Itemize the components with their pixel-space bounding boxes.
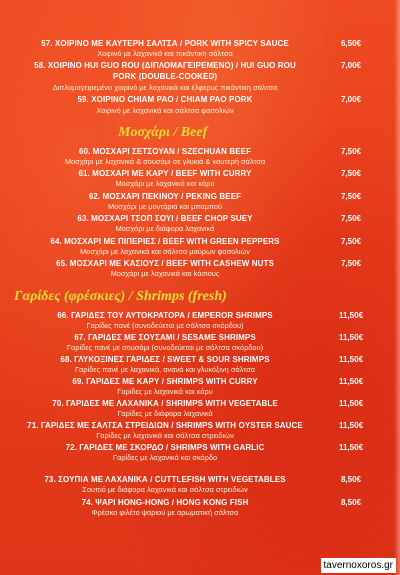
menu-item-name: 60. ΜΟΣΧΑΡΙ ΣΕΤΣΟΥΑΝ / SZECHUAN BEEF	[78, 147, 252, 156]
menu-item-name: 59. ΧΟΙΡΙΝΟ CHIAM PAO / CHIAM PAO PORK	[77, 95, 253, 104]
menu-item-description: Χοιρινό με λαχανικά και πικάντικη σάλτσα	[97, 49, 233, 58]
menu-item-price: 11,50€	[338, 355, 364, 364]
menu-item-price: 7,50€	[340, 259, 362, 268]
menu-item-price: 7,00€	[340, 61, 362, 70]
menu-item-description: Σουπιό με διάφορα λαχανικά και σάλτσα στρειδιών	[82, 485, 248, 494]
menu-item-price: 11,50€	[338, 377, 364, 386]
menu-item-description: Γαρίδες πανέ με σουσάμι (συνοδεύεται με σάλτσα σκόρδου)	[66, 343, 264, 352]
menu-item-name: 66. ΓΑΡΙΔΕΣ ΤΟΥ ΑΥΤΟΚΡΑΤΟΡΑ / EMPEROR SHRIMPS	[57, 311, 273, 320]
menu-item-price: 7,50€	[340, 214, 362, 223]
menu-item-description: Μοσχάρι με λαχανικά και kάσιους	[110, 269, 220, 278]
menu-item-price: 8,50€	[340, 498, 362, 507]
menu-item-price: 11,50€	[338, 399, 364, 408]
menu-item-name: 70. ΓΑΡΙΔΕΣ ΜΕ ΛΑΧΑΝΙΚΑ / SHRIMPS WITH VEGETABLE	[52, 399, 278, 408]
menu-item-name: 57. ΧΟΙΡΙΝΟ ΜΕ ΚΑΥΤΕΡΗ ΣΑΛΤΣΑ / PORK WITH SPICY SAUCE	[41, 39, 289, 48]
menu-item-name: 74. ΨΑΡΙ HONG-HONG / HONG KONG FISH	[81, 498, 249, 507]
menu-item-description: Γαρίδες με λαχανικά και σκόρδο	[112, 453, 218, 462]
menu-item-description: Μοσχάρι με διάφορα λαχανικά	[115, 224, 215, 233]
menu-item-name: 67. ΓΑΡΙΔΕΣ ΜΕ ΣΟΥΣΑΜΙ / SESAME SHRIMPS	[74, 333, 256, 342]
menu-item-name: 63. ΜΟΣΧΑΡΙ ΤΣΟΠ ΣΟΥΙ / BEEF CHOP SUEY	[77, 214, 253, 223]
menu-item-description: Γαρίδες με διάφορα λαχανικά	[117, 409, 213, 418]
menu-item-price: 7,50€	[340, 192, 362, 201]
menu-item-description: Μοσχάρι με μοντάρια και μπαμπού	[107, 202, 223, 211]
menu-item-price: 7,50€	[340, 147, 362, 156]
menu-item-description: Γαρίδες με λαχανικά και κάρυ	[117, 387, 213, 396]
menu-item-description: Μοσχάρι με λαχανικά και κάρυ	[115, 179, 215, 188]
menu-item-name: 69. ΓΑΡΙΔΕΣ ΜΕ ΚΑΡΥ / SHRIMPS WITH CURRY	[72, 377, 258, 386]
menu-item-name: 72. ΓΑΡΙΔΕΣ ΜΕ ΣΚΟΡΔΟ / SHRIMPS WITH GARLIC	[65, 443, 265, 452]
menu-item-price: 11,50€	[338, 421, 364, 430]
menu-item-price: 11,50€	[338, 333, 364, 342]
menu-item-name-continued: PORK (DOUBLE-COOKED)	[112, 72, 218, 81]
menu-item-description: Γαρίδες πανέ με λαχανικά, ανανά και γλυκόξινη σάλτσα	[74, 365, 256, 374]
menu-item-price: 11,50€	[338, 443, 364, 452]
menu-item-price: 8,50€	[340, 475, 362, 484]
menu-item-price: 11,50€	[338, 311, 364, 320]
page-edge	[394, 0, 400, 575]
menu-item-price: 7,50€	[340, 169, 362, 178]
menu-item-description: Μοσχάρι με λαχανικά & σουσάμι σε γλυκιά & καυτερή σάλτσα	[64, 157, 266, 166]
menu-item-name: 61. ΜΟΣΧΑΡΙ ΜΕ ΚΑΡΥ / BEEF WITH CURRY	[78, 169, 252, 178]
menu-item-description: Μοσχάρι με λαχανικά και σάλτσα μαύρων φασολιών	[80, 247, 250, 256]
menu-item-name: 65. ΜΟΣΧΑΡΙ ΜΕ ΚΑΣΙΟΥΣ / BEEF WITH CASHEW NUTS	[56, 259, 274, 268]
menu-item-name: 62. ΜΟΣΧΑΡΙ ΠΕΚΙΝΟΥ / PEKING BEEF	[88, 192, 242, 201]
website-watermark: tavernoxoros.gr	[321, 558, 396, 573]
menu-item-description: Φρέσκο φιλέτο ψαριού με αρωματική σάλτσα	[91, 508, 239, 517]
menu-item-name: 64. ΜΟΣΧΑΡΙ ΜΕ ΠΙΠΕΡΙΕΣ / BEEF WITH GREEN PEPPERS	[50, 237, 280, 246]
menu-item-description: Χοιρινό με λαχανικά και σάλτσα φασολιών	[96, 106, 234, 115]
menu-item-name: 71. ΓΑΡΙΔΕΣ ΜΕ ΣΑΛΤΣΑ ΣΤΡΕΙΔΙΩΝ / SHRIMPS WITH OYSTER SAUCE	[27, 421, 303, 430]
menu-item-description: Γαρίδες με λαχανικά και σάλτσα στρειδιών	[96, 431, 234, 440]
menu-item-description: Διπλομαγειρεμένο χοιρινό με λαχανικά και έλφερυς πικάντικη σάλτσα	[52, 83, 278, 92]
menu-item-name: 58. ΧΟΙΡΙΝΟ HUI GUO ROU (ΔΙΠΛΟΜΑΓΕΙΡΕΜΕΝΟ) / HUI GUO ROU	[34, 61, 296, 70]
section-title-shrimps: Γαρίδες (φρέσκιες) / Shrimps (fresh)	[14, 289, 227, 304]
menu-item-name: 73. ΣΟΥΠΙΑ ΜΕ ΛΑΧΑΝΙΚΑ / CUTTLEFISH WITH VEGETABLES	[44, 475, 286, 484]
section-title-beef: Μοσχάρι / Beef	[118, 125, 208, 140]
menu-item-name: 68. ΓΛΥΚΟΞΙΝΕΣ ΓΑΡΙΔΕΣ / SWEET & SOUR SHRIMPS	[60, 355, 270, 364]
menu-item-price: 7,00€	[340, 95, 362, 104]
menu-item-price: 7,50€	[340, 237, 362, 246]
menu-item-description: Γαρίδες πανέ (συνοδεύεται με σάλτσα σκόρδου)	[86, 321, 244, 330]
menu-item-price: 6,50€	[340, 39, 362, 48]
